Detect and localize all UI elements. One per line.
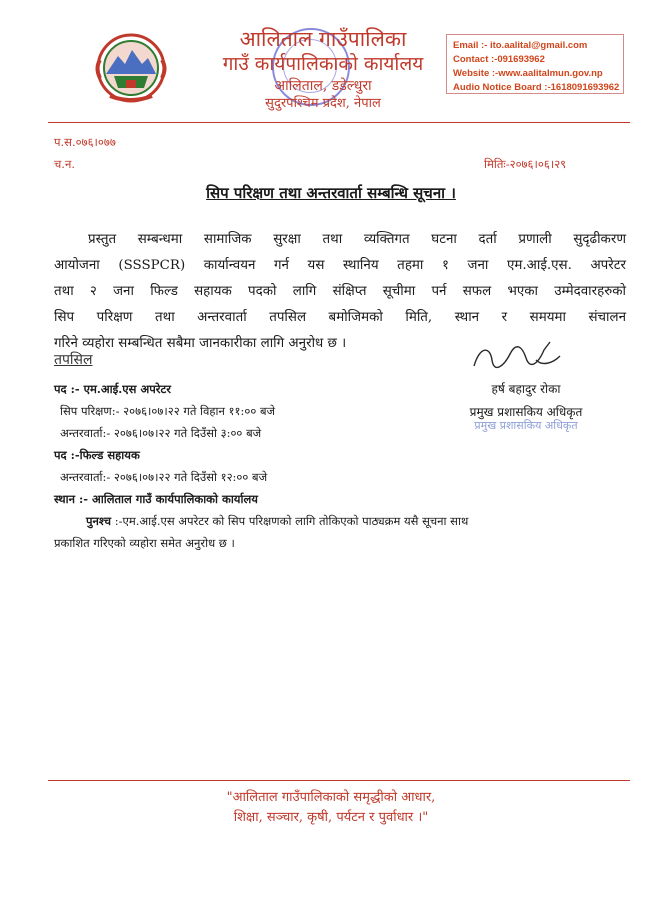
body-line: तथा २ जना फिल्ड सहायक पदको लागि संक्षिप्त सूचीमा पर्न सफल भएका उम्मेदवारहरुको (54, 284, 626, 299)
body-line: प्रस्तुत सम्बन्धमा सामाजिक सुरक्षा तथा व्यक्तिगत घटना दर्ता प्रणाली सुदृढीकरण (88, 232, 626, 247)
post-field-assistant: पद :-फिल्ड सहायक (54, 448, 140, 462)
office-location: आलिताल, डडेल्धुरा (274, 78, 372, 94)
slogan-line2: शिक्षा, सञ्चार, कृषी, पर्यटन र पुर्वाधार ।" (233, 810, 429, 825)
organization-header (196, 26, 450, 112)
dispatch-number: च.न. (54, 157, 75, 171)
footer-divider (48, 780, 630, 781)
org-name: आलिताल गाउँपालिका (239, 27, 407, 51)
postscript-text: :-एम.आई.एस अपरेटर को सिप परिक्षणको लागि तोकिएको पाठ्यक्रम यसै सूचना साथ (111, 514, 469, 528)
email-text: Email :- ito.aalital@gmail.com (453, 40, 588, 51)
mis-skill-test-time: सिप परिक्षण:- २०७६।०७।२२ गते विहान ११:०० बजे (60, 404, 276, 418)
postscript-continued: प्रकाशित गरिएको व्यहोरा समेत अनुरोध छ । (54, 536, 235, 550)
signatory-name: हर्ष बहादुर रोका (491, 382, 561, 396)
province-name: सुदुरपश्चिम प्रदेश, नेपाल (265, 96, 381, 111)
slogan-line1: "आलिताल गाउँपालिकाको समृद्धीको आधार, (226, 790, 436, 805)
mis-interview-time: अन्तरवार्ता:- २०७६।०७।२२ गते दिउँसो ३:०० बजे (60, 426, 262, 440)
postscript-label: पुनश्च (86, 514, 112, 528)
body-line: गरिने व्यहोरा सम्बन्धित सबैमा जानकारीका लागि अनुरोध छ । (54, 336, 347, 351)
header-divider (48, 122, 630, 123)
postscript (86, 514, 468, 529)
contact-text: Contact :-091693962 (453, 54, 545, 65)
field-interview-time: अन्तरवार्ता:- २०७६।०७।२२ गते दिउँसो १२:०० बजे (60, 470, 268, 484)
body-line: आयोजना (SSSPCR) कार्यान्वयन गर्न यस स्थानिय तहमा १ जना एम.आई.एस. अपरेटर (54, 258, 626, 273)
notice-date: मितिः-२०७६।०६।२९ (484, 157, 567, 171)
post-mis-operator: पद :- एम.आई.एस अपरेटर (54, 382, 171, 396)
body-line: सिप परिक्षण तथा अन्तरवार्ता तपसिल बमोजिमको मिति, स्थान र समयमा संचालन (54, 310, 626, 325)
footer-slogan (0, 788, 662, 828)
nepal-emblem-icon (92, 30, 170, 104)
venue: स्थान :- आलिताल गाउँ कार्यपालिकाको कार्यालय (54, 492, 258, 506)
signatory-designation: प्रमुख प्रशासकिय अधिकृत (469, 405, 583, 419)
office-name: गाउँ कार्यपालिकाको कार्यालय (222, 53, 424, 75)
contact-box (446, 34, 624, 94)
designation-stamp: प्रमुख प्रशासकिय अधिकृत (474, 419, 578, 432)
website-text: Website :-www.aalitalmun.gov.np (453, 68, 603, 79)
ref-number: प.स.०७६।०७७ (54, 135, 116, 149)
signature-image (466, 336, 566, 376)
notice-title: सिप परिक्षण तथा अन्तरवार्ता सम्बन्धि सूचना । (206, 184, 456, 202)
audio-notice-text: Audio Notice Board :-1618091693962 (453, 82, 620, 93)
schedule-heading: तपसिल (54, 352, 93, 368)
